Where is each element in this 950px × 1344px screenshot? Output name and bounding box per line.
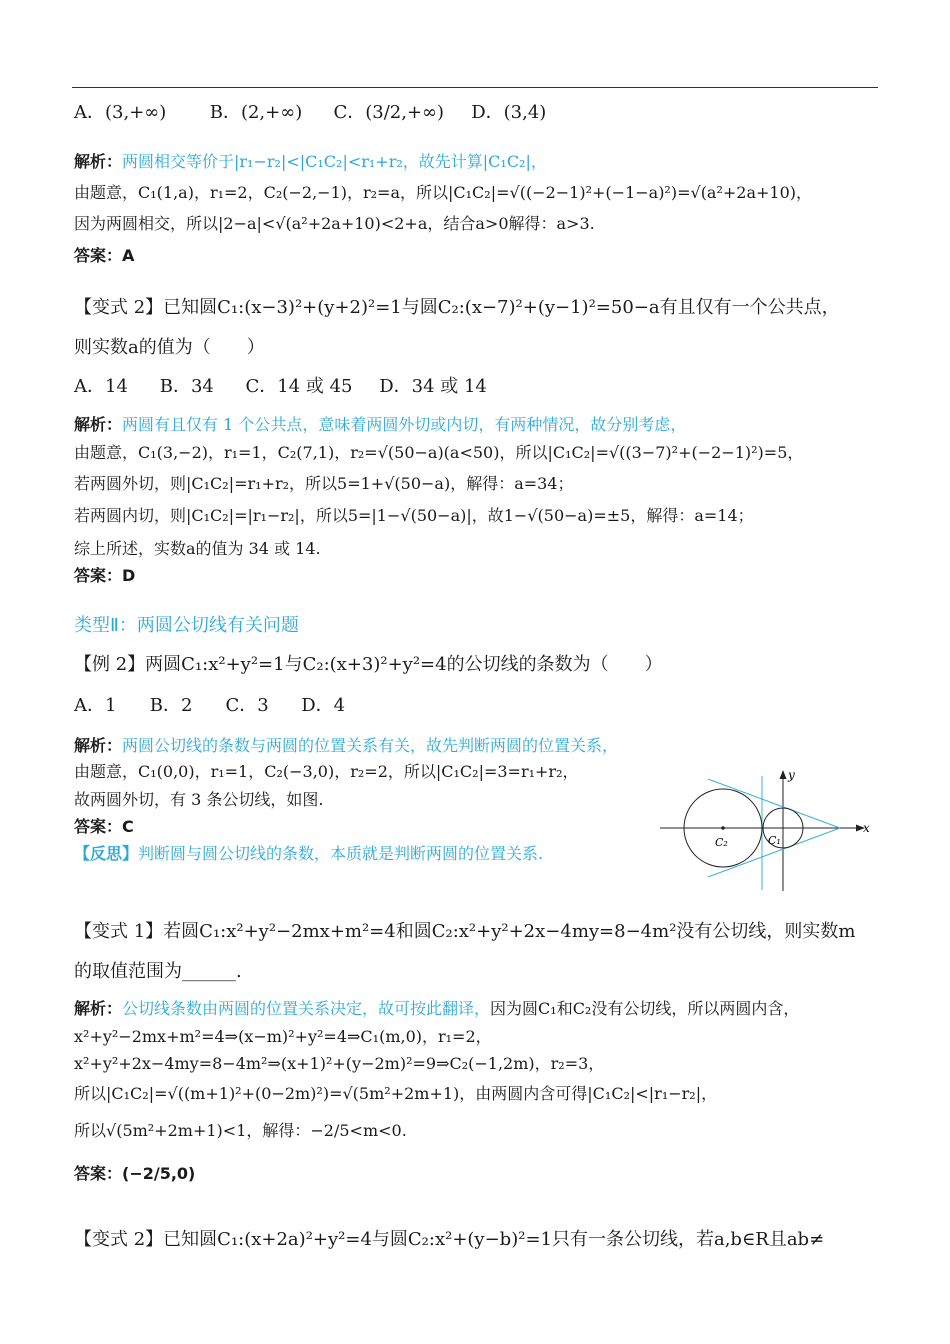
v1-stem-2: 的取值范围为______. bbox=[74, 961, 242, 982]
ex2-line3: 故两圆外切，有 3 条公切线，如图. bbox=[74, 790, 324, 809]
top-rule bbox=[72, 87, 878, 88]
v1-line4: 所以|C₁C₂|=√((m+1)²+(0−2m)²)=√(5m²+2m+1)，由两圆内含可得|C₁C₂|<|r₁−r₂|， bbox=[74, 1084, 718, 1103]
v2a-line5: 综上所述，实数a的值为 34 或 14. bbox=[74, 539, 321, 558]
option-a: A．1 bbox=[74, 695, 117, 716]
tangent-circles-figure bbox=[660, 768, 875, 894]
q1-answer: 答案：A bbox=[74, 246, 135, 265]
v2a-line2: 由题意，C₁(3,−2)，r₁=1，C₂(7,1)，r₂=√(50−a)(a<50)，所以|C₁C₂|=√((3−7)²+(−2−1)²)=5， bbox=[74, 443, 804, 462]
option-d: D．34 或 14 bbox=[379, 376, 487, 397]
option-c: C．3 bbox=[225, 695, 269, 716]
q1-analysis: 解析：两圆相交等价于|r₁−r₂|<|C₁C₂|<r₁+r₂，故先计算|C₁C₂|， bbox=[74, 152, 547, 171]
option-b: B．(2,+∞) bbox=[209, 102, 303, 123]
v2a-analysis: 解析：两圆有且仅有 1 个公共点，意味着两圆外切或内切，有两种情况，故分别考虑， bbox=[74, 415, 687, 434]
q1-line3: 因为两圆相交，所以|2−a|<√(a²+2a+10)<2+a，结合a>0解得：a>3. bbox=[74, 214, 595, 233]
v1-analysis: 解析：公切线条数由两圆的位置关系决定，故可按此翻译，因为圆C₁和C₂没有公切线，所以两圆内含， bbox=[74, 999, 800, 1018]
v1-stem-1: 【变式 1】若圆C₁:x²+y²−2mx+m²=4和圆C₂:x²+y²+2x−4my=8−4m²没有公切线，则实数m bbox=[74, 921, 856, 942]
v2a-stem-2: 则实数a的值为（ ） bbox=[74, 337, 265, 358]
c1-label: C₁ bbox=[768, 834, 781, 847]
v2a-answer: 答案：D bbox=[74, 566, 136, 585]
option-d: D．4 bbox=[301, 695, 346, 716]
option-b: B．2 bbox=[149, 695, 193, 716]
ex2-stem: 【例 2】两圆C₁:x²+y²=1与C₂:(x+3)²+y²=4的公切线的条数为（ ） bbox=[74, 654, 663, 675]
section-title: 类型Ⅱ：两圆公切线有关问题 bbox=[74, 615, 299, 636]
v1-line5: 所以√(5m²+2m+1)<1，解得：−2/5<m<0. bbox=[74, 1121, 407, 1140]
option-a: A．14 bbox=[74, 376, 128, 397]
option-b: B．34 bbox=[159, 376, 214, 397]
option-d: D．(3,4) bbox=[471, 102, 547, 123]
x-label: x bbox=[863, 821, 870, 835]
v2b-stem: 【变式 2】已知圆C₁:(x+2a)²+y²=4与圆C₂:x²+(y−b)²=1只有一条公切线，若a,b∈R且ab≠ bbox=[74, 1229, 825, 1250]
option-a: A．(3,+∞) bbox=[74, 102, 167, 123]
option-c: C．14 或 45 bbox=[245, 376, 353, 397]
external-tangent-upper bbox=[708, 779, 840, 828]
v2a-line4: 若两圆内切，则|C₁C₂|=|r₁−r₂|，所以5=|1−√(50−a)|，故1−√(50−a)=±5，解得：a=14； bbox=[74, 506, 754, 525]
v2a-options bbox=[74, 375, 487, 399]
y-label: y bbox=[788, 768, 795, 782]
v1-line3: x²+y²+2x−4my=8−4m²⇒(x+1)²+(y−2m)²=9⇒C₂(−1,2m)，r₂=3， bbox=[74, 1054, 605, 1073]
v2a-line3: 若两圆外切，则|C₁C₂|=r₁+r₂，所以5=1+√(50−a)，解得：a=34； bbox=[74, 474, 574, 493]
ex2-line2: 由题意，C₁(0,0)，r₁=1，C₂(−3,0)，r₂=2，所以|C₁C₂|=3=r₁+r₂， bbox=[74, 762, 579, 781]
ex2-answer: 答案：C bbox=[74, 817, 134, 836]
q1-line2: 由题意，C₁(1,a)，r₁=2，C₂(−2,−1)，r₂=a，所以|C₁C₂|=√((−2−1)²+(−1−a)²)=√(a²+2a+10)， bbox=[74, 183, 813, 202]
y-axis-arrow bbox=[780, 770, 787, 779]
center-c2 bbox=[721, 826, 725, 830]
c2-label: C₂ bbox=[715, 836, 728, 849]
v1-line2: x²+y²−2mx+m²=4⇒(x−m)²+y²=4⇒C₁(m,0)，r₁=2， bbox=[74, 1027, 492, 1046]
ex2-options bbox=[74, 694, 345, 718]
v1-answer: 答案：(−2/5,0) bbox=[74, 1164, 196, 1183]
ex2-reflection: 【反思】判断圆与圆公切线的条数，本质就是判断两圆的位置关系. bbox=[74, 844, 544, 863]
option-c: C．(3/2,+∞) bbox=[333, 102, 445, 123]
ex2-analysis: 解析：两圆公切线的条数与两圆的位置关系有关，故先判断两圆的位置关系， bbox=[74, 736, 619, 755]
q1-options bbox=[74, 101, 546, 125]
v2a-stem-1: 【变式 2】已知圆C₁:(x−3)²+(y+2)²=1与圆C₂:(x−7)²+(y−1)²=50−a有且仅有一个公共点， bbox=[74, 297, 840, 318]
